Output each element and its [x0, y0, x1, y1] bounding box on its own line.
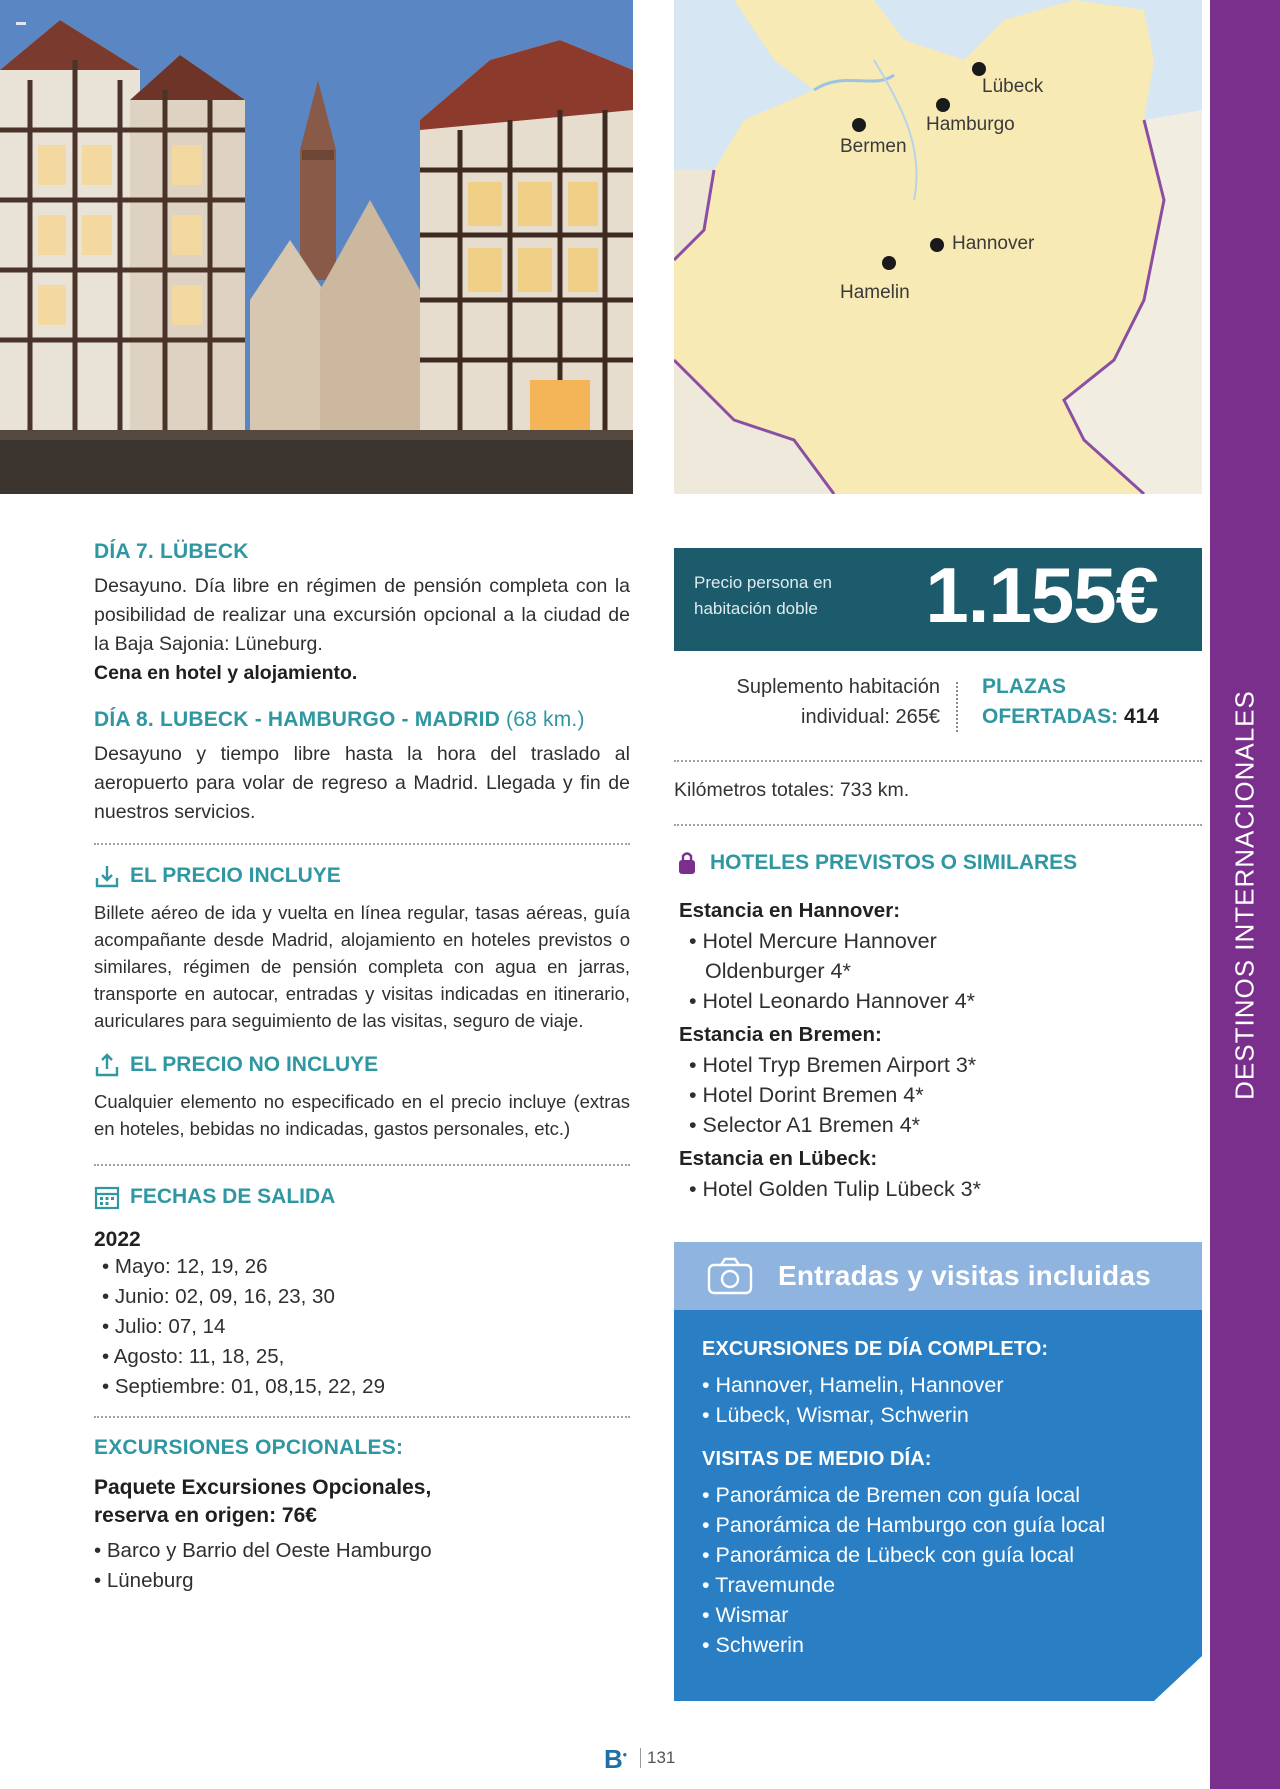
list-item: • Agosto: 11, 18, 25,: [94, 1342, 630, 1372]
plazas-line1: PLAZAS: [982, 675, 1066, 698]
full-day-title: EXCURSIONES DE DÍA COMPLETO:: [702, 1338, 1049, 1360]
itinerary-column: [94, 540, 630, 1596]
day8-route: DÍA 8. LUBECK - HAMBURGO - MADRID: [94, 708, 500, 731]
hotels-heading: [674, 850, 1077, 876]
supplement-line1: Suplemento habitación: [736, 676, 940, 698]
hotels-title: HOTELES PREVISTOS O SIMILARES: [710, 851, 1078, 874]
hotels-list: [679, 896, 1199, 1208]
city-dot-hamburgo: [936, 98, 950, 112]
page-number: 131: [640, 1748, 675, 1768]
not-includes-title: EL PRECIO NO INCLUYE: [130, 1053, 379, 1076]
city-dot-bermen: [852, 118, 866, 132]
not-includes-text: Cualquier elemento no especificado en el precio incluye (extras en hoteles, bebidas no indicadas, gastos personales, etc.): [94, 1091, 630, 1139]
brand-mark: •: [622, 1747, 627, 1762]
hotel-list-lubeck: [679, 1174, 1199, 1204]
list-item: • Hotel Tryp Bremen Airport 3*: [679, 1050, 1199, 1080]
upload-icon: [94, 1052, 120, 1078]
departures-title: FECHAS DE SALIDA: [130, 1185, 336, 1208]
list-item: • Lübeck, Wismar, Schwerin: [702, 1400, 1182, 1430]
city-dot-lubeck: [972, 62, 986, 76]
price-label: Precio persona en habitación doble: [694, 573, 832, 618]
plazas-line2: [982, 702, 1159, 732]
single-supplement: [674, 672, 940, 732]
optional-list: [94, 1536, 630, 1596]
list-item: • Barco y Barrio del Oeste Hamburgo: [94, 1536, 630, 1566]
supplement-divider: [956, 682, 958, 732]
price-value: 1.155€: [925, 551, 1158, 639]
visits-title: Entradas y visitas incluidas: [778, 1260, 1151, 1291]
divider: [674, 824, 1202, 826]
hotel-bag-icon: [674, 850, 700, 876]
list-item: • Travemunde: [702, 1570, 1182, 1600]
day8-distance: (68 km.): [506, 708, 585, 731]
list-item: • Hotel Golden Tulip Lübeck 3*: [679, 1174, 1199, 1204]
brand-logo: [604, 1744, 627, 1775]
list-item: • Schwerin: [702, 1630, 1182, 1660]
plazas-label: OFERTADAS:: [982, 705, 1119, 728]
city-dot-hamelin: [882, 256, 896, 270]
divider: [674, 760, 1202, 762]
hotel-list-bremen: [679, 1050, 1199, 1140]
included-visits-panel: [674, 1242, 1202, 1701]
includes-text: Billete aéreo de ida y vuelta en línea regular, tasas aéreas, guía acompañante desde Madrid, alojamiento en hoteles previstos o similares, régimen de pensión completa con agua en jarras, transporte en autocar, entradas y visitas indicadas en itinerario, auriculares para seguimiento de las visitas, seguro de viaje.: [94, 902, 630, 1031]
list-item: • Hannover, Hamelin, Hannover: [702, 1370, 1182, 1400]
section-sidebar: [1210, 0, 1280, 1789]
list-item: • Junio: 02, 09, 16, 23, 30: [94, 1282, 630, 1312]
total-km: Kilómetros totales: 733 km.: [674, 779, 910, 801]
city-photo: [0, 0, 633, 494]
optional-package-line1: Paquete Excursiones Opcionales,: [94, 1476, 432, 1499]
stay-title-hannover: Estancia en Hannover:: [679, 899, 901, 922]
list-item: • Panorámica de Bremen con guía local: [702, 1480, 1182, 1510]
optional-title: EXCURSIONES OPCIONALES:: [94, 1436, 404, 1459]
city-label-hamburgo: Hamburgo: [926, 114, 1015, 135]
includes-heading: [94, 863, 630, 889]
visits-body: [702, 1334, 1182, 1674]
list-item: • Hotel Dorint Bremen 4*: [679, 1080, 1199, 1110]
includes-title: EL PRECIO INCLUYE: [130, 864, 341, 887]
day7-title: DÍA 7. LÜBECK: [94, 540, 249, 563]
photo-marker: [16, 22, 26, 25]
list-item: • Lüneburg: [94, 1566, 630, 1596]
departures-heading: [94, 1184, 630, 1210]
list-item: • Selector A1 Bremen 4*: [679, 1110, 1199, 1140]
day7-text: Desayuno. Día libre en régimen de pensión completa con la posibilidad de realizar una excursión opcional a la ciudad de la Baja Sajonia: Lüneburg.: [94, 575, 630, 655]
day8-title: [94, 708, 630, 732]
supplement-line2: individual: 265€: [801, 706, 940, 728]
route-map: [674, 0, 1202, 494]
places-offered: [982, 672, 1159, 732]
calendar-icon: [94, 1184, 120, 1210]
list-item: • Wismar: [702, 1600, 1182, 1630]
list-item: • Mayo: 12, 19, 26: [94, 1252, 630, 1282]
departures-year: 2022: [94, 1228, 141, 1251]
list-item: • Septiembre: 01, 08,15, 22, 29: [94, 1372, 630, 1402]
stay-title-bremen: Estancia en Bremen:: [679, 1023, 882, 1046]
departure-dates-list: [94, 1252, 630, 1402]
full-day-list: [702, 1370, 1182, 1430]
city-label-lubeck: Lübeck: [982, 76, 1044, 97]
sidebar-label: DESTINOS INTERNACIONALES: [1229, 690, 1260, 1100]
half-day-list: [702, 1480, 1182, 1660]
visits-heading: [674, 1242, 1202, 1310]
day8-text: Desayuno y tiempo libre hasta la hora del traslado al aeropuerto para volar de regreso a Madrid. Llegada y fin de nuestros servicios.: [94, 743, 630, 823]
list-item: • Hotel Leonardo Hannover 4*: [679, 986, 1199, 1016]
download-icon: [94, 863, 120, 889]
city-label-bermen: Bermen: [840, 136, 907, 157]
stay-title-lubeck: Estancia en Lübeck:: [679, 1147, 878, 1170]
hotel-list-hannover: [679, 926, 1199, 1016]
half-timbered-houses-illustration: [0, 0, 633, 494]
city-label-hamelin: Hamelin: [840, 282, 910, 303]
half-day-title: VISITAS DE MEDIO DÍA:: [702, 1448, 932, 1470]
city-label-hannover: Hannover: [952, 233, 1035, 254]
list-item: • Panorámica de Hamburgo con guía local: [702, 1510, 1182, 1540]
city-dot-hannover: [930, 238, 944, 252]
optional-package-line2: reserva en origen: 76€: [94, 1504, 317, 1527]
list-item: • Julio: 07, 14: [94, 1312, 630, 1342]
camera-icon: [706, 1256, 754, 1296]
list-item: • Hotel Mercure Hannover Oldenburger 4*: [679, 926, 979, 986]
plazas-value: 414: [1123, 705, 1159, 728]
list-item: • Panorámica de Lübeck con guía local: [702, 1540, 1182, 1570]
not-includes-heading: [94, 1052, 630, 1078]
price-box: [674, 548, 1202, 651]
day7-bold: Cena en hotel y alojamiento.: [94, 662, 358, 684]
brand-letter: B: [604, 1744, 623, 1774]
